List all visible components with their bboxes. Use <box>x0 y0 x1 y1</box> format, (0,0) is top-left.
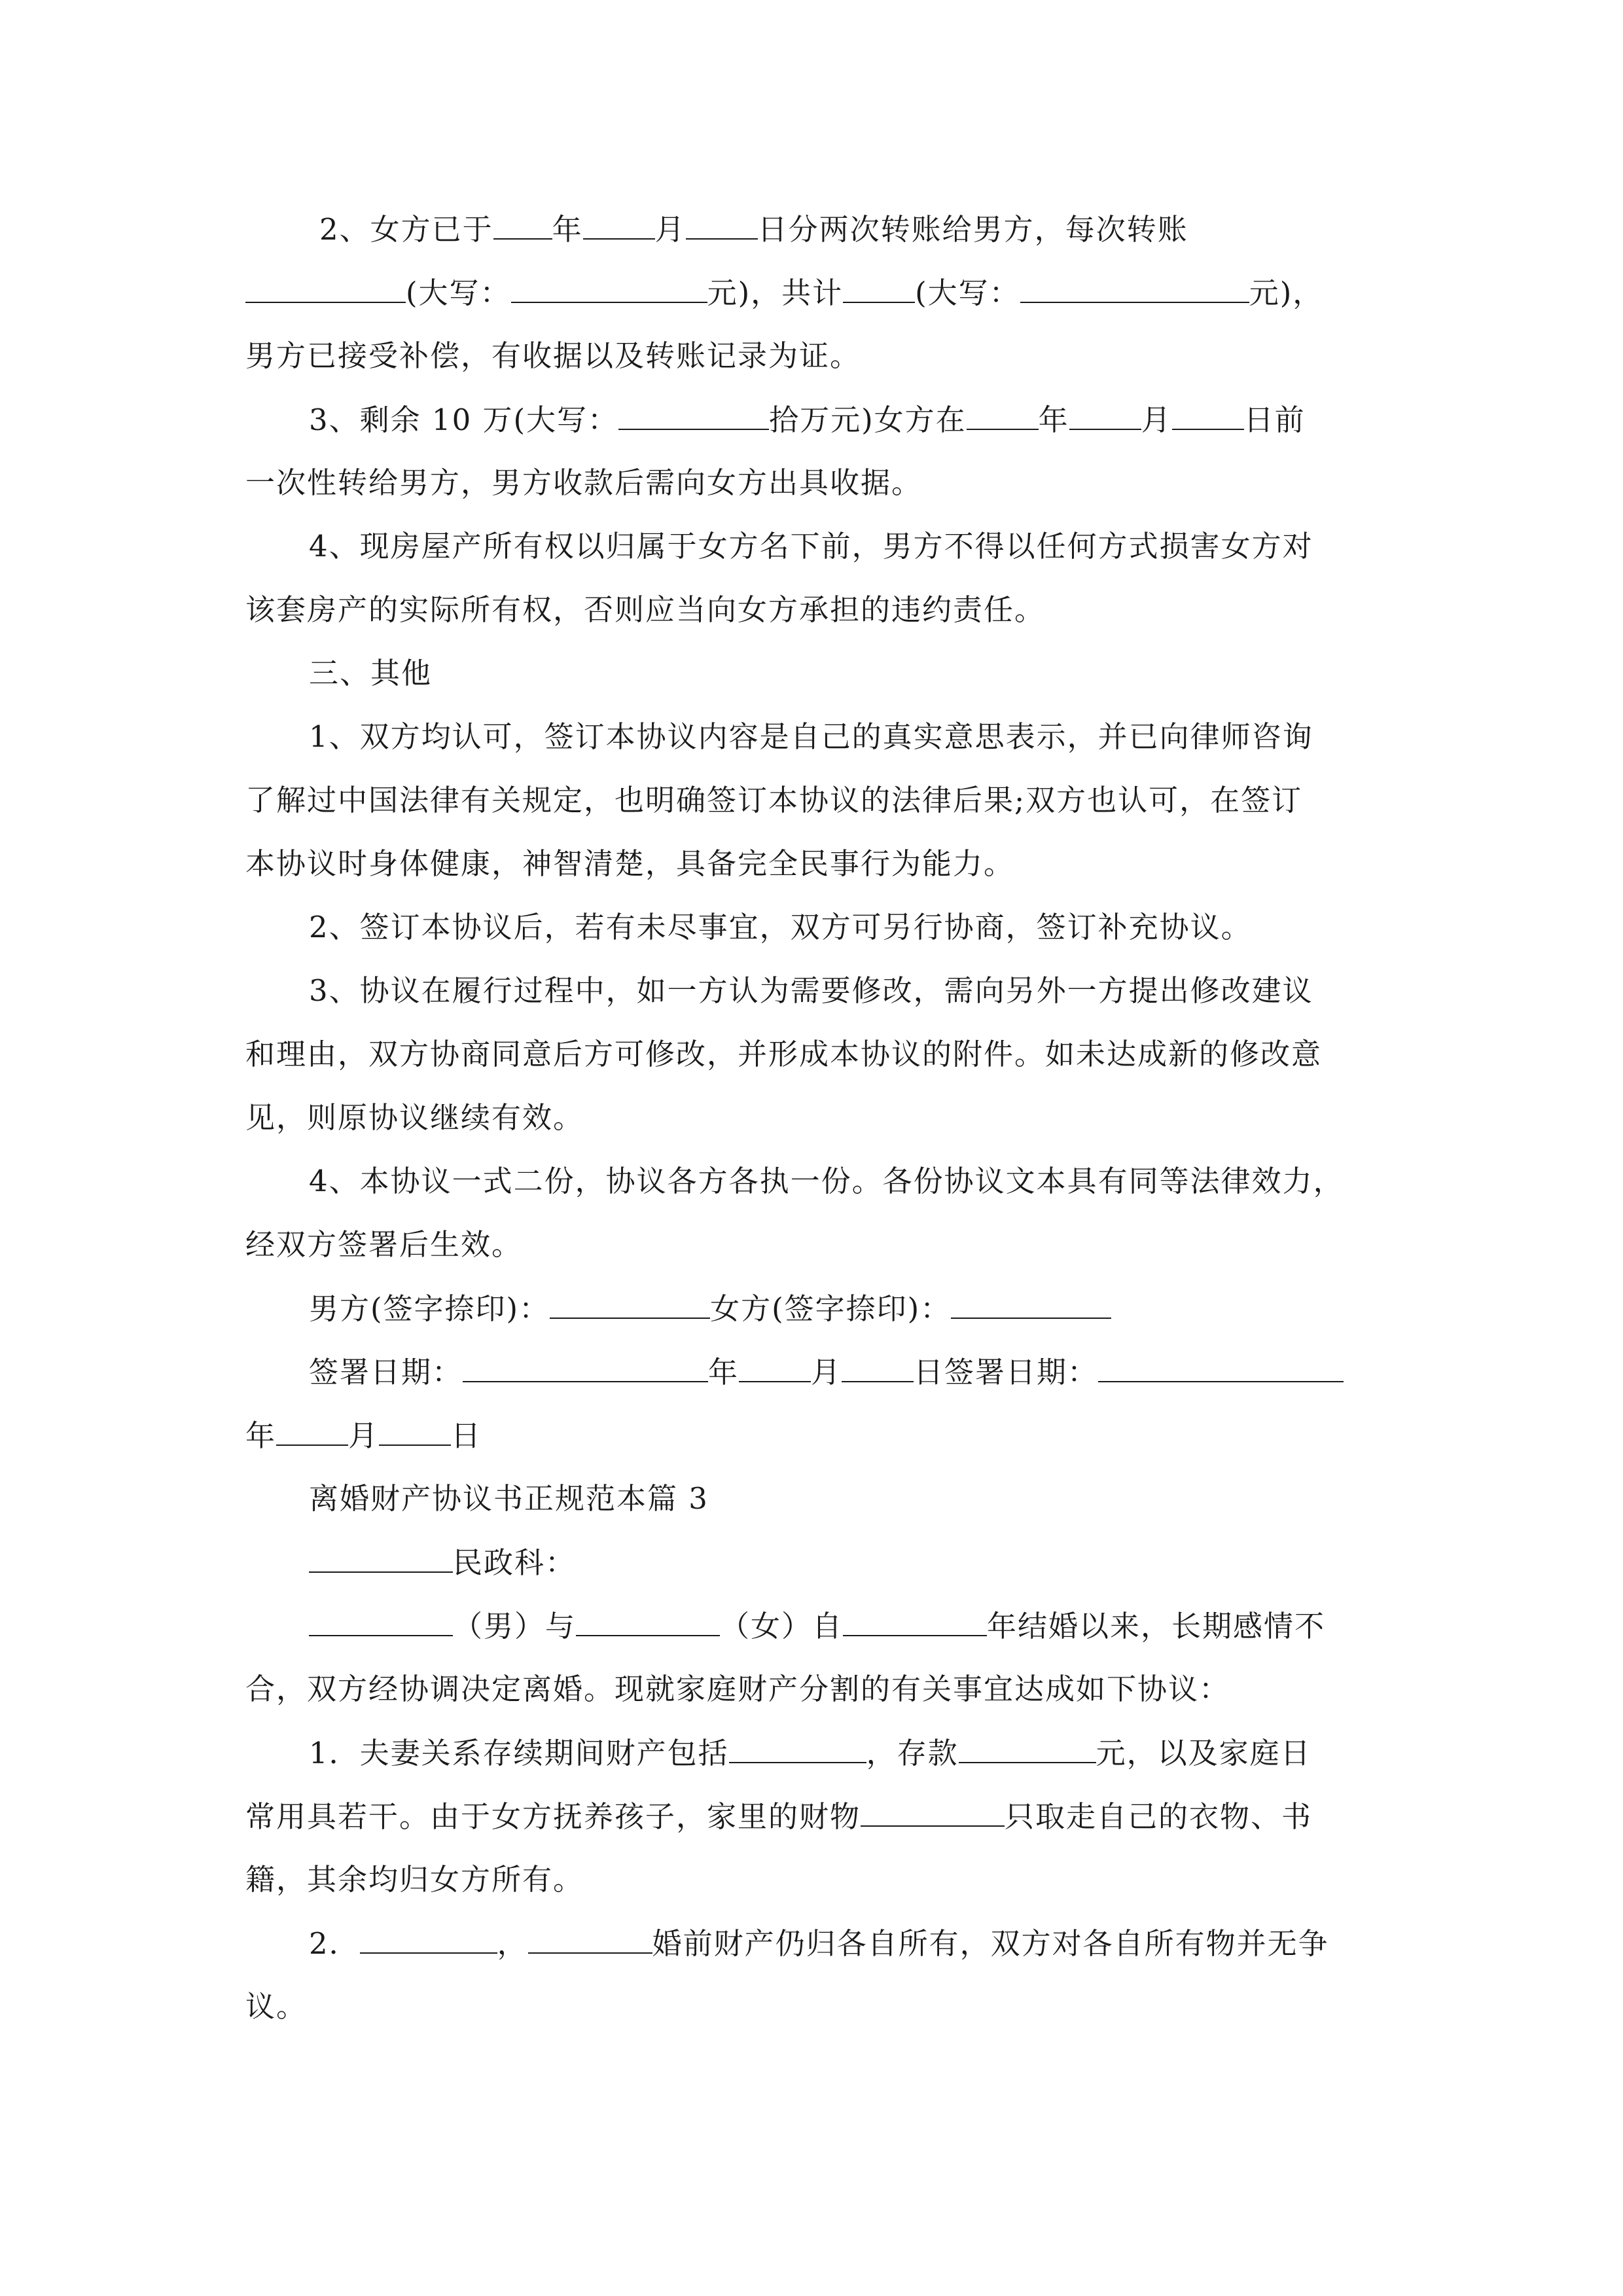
text: 常用具若干。由于女方抚养孩子，家里的财物 <box>245 1799 861 1834</box>
text: 日分两次转账给男方，每次转账 <box>757 212 1188 247</box>
text: 1、双方均认可，签订本协议内容是自己的真实意思表示，并已向律师咨询 <box>309 719 1313 754</box>
blank-total <box>843 273 915 303</box>
intro-line2 <box>245 1670 1397 1709</box>
male-signature-blank <box>550 1289 710 1319</box>
female-signature-blank <box>951 1289 1111 1319</box>
signing-date-line2 <box>245 1416 1397 1455</box>
text: 元)，共计 <box>707 276 844 310</box>
title: 离婚财产协议书正规范本篇 3 <box>309 1481 709 1516</box>
blank-month <box>276 1416 348 1446</box>
blank-item-b <box>528 1924 652 1954</box>
text: 年结婚以来，长期感情不 <box>987 1609 1326 1643</box>
blank-year <box>463 1352 708 1382</box>
s3-item1-line2 <box>245 781 1397 820</box>
text: （男）与 <box>453 1609 577 1643</box>
item4-line1 <box>309 527 1397 566</box>
text: 拾万元)女方在 <box>769 403 967 437</box>
text: 月 <box>811 1355 842 1390</box>
text: 本协议时身体健康，神智清楚，具备完全民事行为能力。 <box>245 846 1015 881</box>
text: （女）自 <box>720 1609 844 1643</box>
agreement3-title <box>309 1479 1397 1518</box>
a3-item2-line1 <box>309 1924 1397 1963</box>
text: ，存款 <box>866 1736 959 1770</box>
text: ， <box>497 1926 528 1961</box>
text: 议。 <box>245 1989 308 2024</box>
item2-line2 <box>245 273 1397 312</box>
text: 2、女方已于 <box>319 212 493 247</box>
item2-line1 <box>319 209 1397 249</box>
blank-daxie <box>618 400 769 430</box>
blank-daxie <box>511 273 707 303</box>
text: 只取走自己的衣物、书 <box>1005 1799 1313 1834</box>
s3-item3-line2 <box>245 1035 1397 1074</box>
text: 见，则原协议继续有效。 <box>245 1100 584 1135</box>
blank-property <box>729 1733 866 1763</box>
female-signature-label: 女方(签字捺印)： <box>710 1291 952 1326</box>
text: 日前 <box>1243 403 1306 437</box>
blank-year <box>843 1606 987 1636</box>
blank-deposit <box>959 1733 1096 1763</box>
text: 月 <box>1141 403 1172 437</box>
a3-item1-line3 <box>245 1860 1397 1899</box>
s3-item2-line1 <box>309 908 1397 947</box>
blank-addressee <box>309 1543 453 1573</box>
text: 了解过中国法律有关规定，也明确签订本协议的法律后果;双方也认可，在签订 <box>245 783 1303 817</box>
intro-line1 <box>309 1606 1397 1645</box>
blank-day <box>379 1416 451 1446</box>
text: 男方已接受补偿，有收据以及转账记录为证。 <box>245 338 861 373</box>
text: 2、签订本协议后，若有未尽事宜，双方可另行协商，签订补充协议。 <box>309 910 1252 944</box>
blank-items <box>861 1797 1005 1827</box>
text: 日 <box>451 1418 482 1453</box>
text: 月 <box>348 1418 380 1453</box>
signature-line <box>309 1289 1397 1328</box>
blank-year <box>967 400 1039 430</box>
text: 2． <box>309 1926 360 1961</box>
blank-year <box>493 209 552 240</box>
text: 该套房产的实际所有权，否则应当向女方承担的违约责任。 <box>245 592 1046 627</box>
section3-heading <box>309 654 1397 693</box>
item2-line3 <box>245 336 1397 376</box>
date-label: 签署日期： <box>309 1355 463 1390</box>
text: 月 <box>654 212 686 247</box>
text: 婚前财产仍归各自所有，双方对各自所有物并无争 <box>652 1926 1329 1961</box>
blank-female-name <box>576 1606 720 1636</box>
blank-month <box>583 209 655 240</box>
text: 年 <box>552 212 583 247</box>
text: (大写： <box>915 276 1020 310</box>
item3-line2 <box>245 463 1397 503</box>
s3-item1-line3 <box>245 844 1397 884</box>
text: 3、剩余 10 万(大写： <box>309 403 619 437</box>
text: 年 <box>245 1418 277 1453</box>
text: 3、协议在履行过程中，如一方认为需要修改，需向另外一方提出修改建议 <box>309 973 1313 1008</box>
heading: 三、其他 <box>309 656 433 691</box>
text: 元，以及家庭日 <box>1096 1736 1311 1770</box>
signing-date-line <box>309 1352 1397 1391</box>
text: 年 <box>708 1355 740 1390</box>
male-signature-label: 男方(签字捺印)： <box>309 1291 550 1326</box>
text: 4、本协议一式二份，协议各方各执一份。各份协议文本具有同等法律效力， <box>309 1164 1344 1198</box>
s3-item3-line1 <box>309 971 1397 1011</box>
text: 日签署日期： <box>914 1355 1099 1390</box>
blank-amount <box>245 273 406 303</box>
text: (大写： <box>406 276 511 310</box>
a3-item1-line1 <box>309 1733 1397 1772</box>
text: 一次性转给男方，男方收款后需向女方出具收据。 <box>245 465 923 500</box>
addressee-line <box>309 1543 1397 1582</box>
blank-month <box>1069 400 1141 430</box>
addressee: 民政科： <box>453 1545 577 1580</box>
a3-item2-line2 <box>245 1987 1397 2026</box>
text: 合，双方经协调决定离婚。现就家庭财产分割的有关事宜达成如下协议： <box>245 1672 1230 1706</box>
text: 经双方签署后生效。 <box>245 1227 523 1262</box>
text: 籍，其余均归女方所有。 <box>245 1862 584 1897</box>
text: 年 <box>1038 403 1069 437</box>
blank-date2 <box>1098 1352 1344 1382</box>
a3-item1-line2 <box>245 1797 1397 1836</box>
s3-item4-line1 <box>309 1162 1397 1201</box>
blank-day <box>842 1352 914 1382</box>
s3-item1-line1 <box>309 717 1397 757</box>
text: 4、现房屋产所有权以归属于女方名下前，男方不得以任何方式损害女方对 <box>309 529 1313 564</box>
blank-day <box>1172 400 1244 430</box>
item4-line2 <box>245 590 1397 630</box>
blank-male-name <box>309 1606 453 1636</box>
item3-line1 <box>309 400 1397 439</box>
text: 和理由，双方协商同意后方可修改，并形成本协议的附件。如未达成新的修改意 <box>245 1037 1323 1071</box>
blank-month <box>739 1352 811 1382</box>
s3-item4-line2 <box>245 1225 1397 1265</box>
text: 1．夫妻关系存续期间财产包括 <box>309 1736 729 1770</box>
text: 元)， <box>1249 276 1324 310</box>
blank-daxie-total <box>1020 273 1249 303</box>
s3-item3-line3 <box>245 1098 1397 1138</box>
blank-day <box>686 209 758 240</box>
blank-item-a <box>360 1924 497 1954</box>
